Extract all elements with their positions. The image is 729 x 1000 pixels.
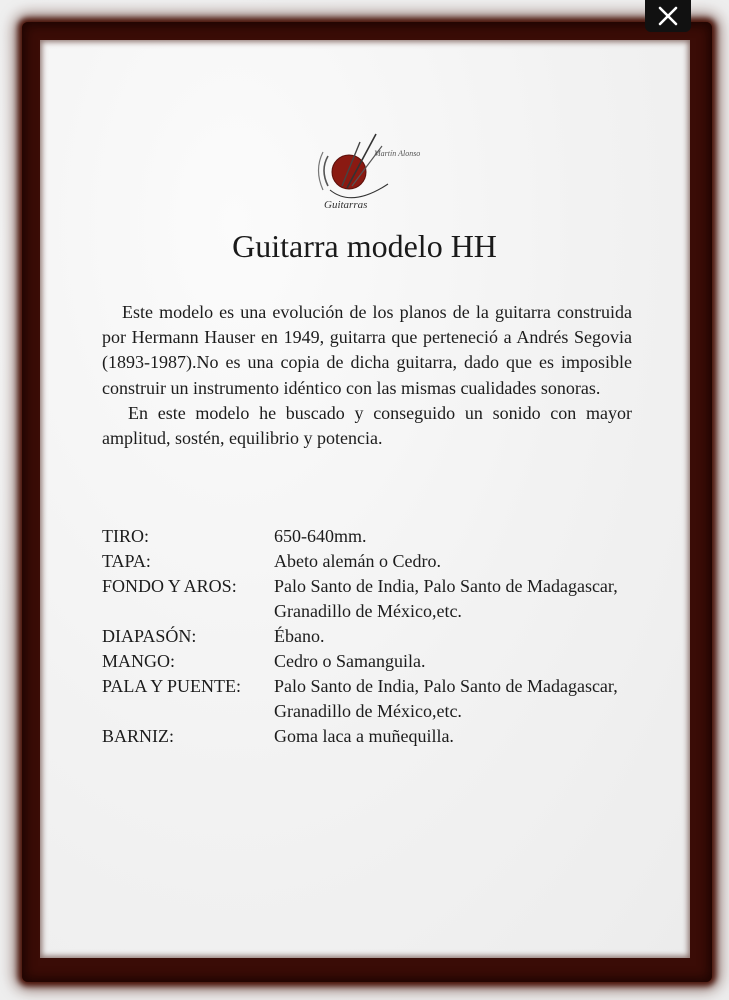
brand-logo — [316, 128, 420, 216]
spec-value: Ébano. — [274, 626, 325, 646]
spec-row — [102, 649, 642, 674]
spec-value: Cedro o Samanguila. — [274, 651, 426, 671]
spec-list — [102, 524, 642, 749]
close-icon — [658, 6, 678, 26]
spec-row — [102, 574, 642, 624]
intro-paragraph: Este modelo es una evolución de los planos de la guitarra construida por Hermann Hauser en 1949, guitarra que perteneció a Andrés Segovia (1893-1987).No es una copia de dicha guitarra, dado que es imposible construir un instrumento idéntico con las mismas cualidades sonoras. — [102, 302, 632, 398]
spec-label: FONDO Y AROS: — [102, 576, 237, 596]
spec-value: Abeto alemán o Cedro. — [274, 551, 441, 571]
spec-row — [102, 524, 642, 549]
spec-label: TAPA: — [102, 551, 151, 571]
logo-text-bottom: Guitarras — [324, 199, 368, 211]
spec-row — [102, 549, 642, 574]
logo-text-top: Martín Alonso — [374, 149, 420, 158]
spec-value: Palo Santo de India, Palo Santo de Madagascar, Granadillo de México,etc. — [274, 676, 618, 721]
intro-paragraph: En este modelo he buscado y conseguido un sonido con mayor amplitud, sostén, equilibrio y potencia. — [102, 402, 632, 449]
intro-text — [102, 300, 632, 451]
page-title: Guitarra modelo HH — [232, 228, 497, 264]
spec-label: BARNIZ: — [102, 726, 174, 746]
guitar-logo-icon — [316, 128, 420, 216]
spec-value: Palo Santo de India, Palo Santo de Madagascar, Granadillo de México,etc. — [274, 576, 618, 621]
spec-row — [102, 724, 642, 749]
spec-row — [102, 674, 642, 724]
spec-label: DIAPASÓN: — [102, 626, 197, 646]
spec-label: TIRO: — [102, 526, 149, 546]
spec-label: MANGO: — [102, 651, 176, 671]
close-button[interactable] — [645, 0, 691, 32]
spec-value: Goma laca a muñequilla. — [274, 726, 454, 746]
spec-row — [102, 624, 642, 649]
spec-value: 650-640mm. — [274, 526, 367, 546]
spec-label: PALA Y PUENTE: — [102, 676, 242, 696]
